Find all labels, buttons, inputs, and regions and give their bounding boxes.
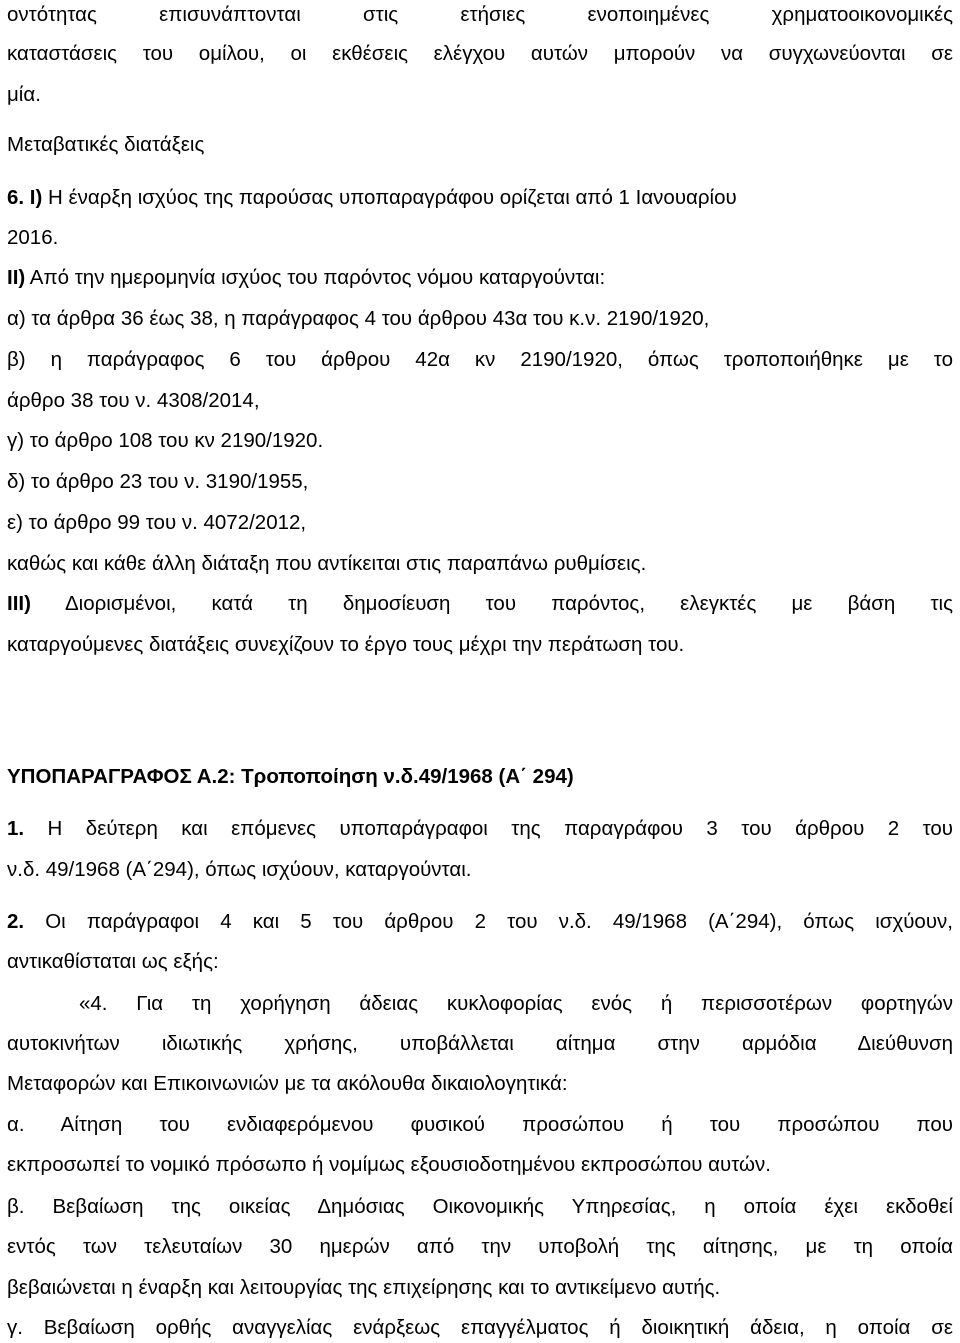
text-line: 6. Ι) Η έναρξη ισχύος της παρούσας υποπαραγράφου ορίζεται από 1 Ιανουαρίου: [7, 186, 737, 209]
text-line: ν.δ. 49/1968 (Α΄294), όπως ισχύουν, καταργούνται.: [7, 858, 472, 881]
text-line: 2016.: [7, 226, 59, 249]
text-line: γ) το άρθρο 108 του κν 2190/1920.: [7, 429, 324, 452]
text-line: αντικαθίσταται ως εξής:: [7, 950, 219, 973]
text-line: μία.: [7, 83, 41, 106]
item-number: 2.: [7, 910, 25, 933]
text-line: εντός των τελευταίων 30 ημερών από την υποβολή της αίτησης, με τη οποία: [7, 1235, 953, 1258]
section-heading: Μεταβατικές διατάξεις: [7, 133, 205, 156]
text-line: α) τα άρθρα 36 έως 38, η παράγραφος 4 του άρθρου 43α του κ.ν. 2190/1920,: [7, 307, 710, 330]
text-line: α. Αίτηση του ενδιαφερόμενου φυσικού προσώπου ή του προσώπου που: [7, 1113, 953, 1136]
text-line: ΙΙΙ) Διορισμένοι, κατά τη δημοσίευση του παρόντος, ελεγκτές με βάση τις: [7, 592, 953, 615]
text-line: β) η παράγραφος 6 του άρθρου 42α κν 2190/1920, όπως τροποποιήθηκε με το: [7, 348, 953, 371]
text-line: «4. Για τη χορήγηση άδειας κυκλοφορίας ενός ή περισσοτέρων φορτηγών: [79, 992, 953, 1015]
text-line: καταργούμενες διατάξεις συνεχίζουν το έργο τους μέχρι την περάτωση του.: [7, 633, 685, 656]
text-line: άρθρο 38 του ν. 4308/2014,: [7, 389, 260, 412]
text-line: εκπροσωπεί το νομικό πρόσωπο ή νομίμως εξουσιοδοτημένου εκπροσώπου αυτών.: [7, 1153, 772, 1176]
item-number: ΙΙΙ): [7, 592, 31, 615]
item-number: 6. Ι): [7, 186, 43, 209]
subsection-heading: ΥΠΟΠΑΡΑΓΡΑΦΟΣ Α.2: Τροποποίηση ν.δ.49/1968 (Α΄ 294): [7, 765, 574, 788]
text-line: Μεταφορών και Επικοινωνιών με τα ακόλουθα δικαιολογητικά:: [7, 1072, 568, 1095]
text-line: β. Βεβαίωση της οικείας Δημόσιας Οικονομικής Υπηρεσίας, η οποία έχει εκδοθεί: [7, 1195, 953, 1218]
text-line: ΙΙ) Από την ημερομηνία ισχύος του παρόντος νόμου καταργούνται:: [7, 266, 606, 289]
item-number: ΙΙ): [7, 266, 26, 289]
text-line: καθώς και κάθε άλλη διάταξη που αντίκειται στις παραπάνω ρυθμίσεις.: [7, 552, 647, 575]
text-line: οντότητας επισυνάπτονται στις ετήσιες ενοποιημένες χρηματοοικονομικές: [7, 3, 953, 26]
text-line: αυτοκινήτων ιδιωτικής χρήσης, υποβάλλεται αίτημα στην αρμόδια Διεύθυνση: [7, 1032, 953, 1055]
text-line: 2. Οι παράγραφοι 4 και 5 του άρθρου 2 του ν.δ. 49/1968 (Α΄294), όπως ισχύουν,: [7, 910, 953, 933]
text-line: δ) το άρθρο 23 του ν. 3190/1955,: [7, 470, 309, 493]
text-line: 1. Η δεύτερη και επόμενες υποπαράγραφοι της παραγράφου 3 του άρθρου 2 του: [7, 817, 953, 840]
text-line: καταστάσεις του ομίλου, οι εκθέσεις ελέγχου αυτών μπορούν να συγχωνεύονται σε: [7, 42, 953, 65]
text-line: γ. Βεβαίωση ορθής αναγγελίας ενάρξεως επαγγέλματος ή διοικητική άδεια, η οποία σε: [7, 1316, 953, 1339]
item-number: 1.: [7, 817, 25, 840]
text-line: βεβαιώνεται η έναρξη και λειτουργίας της επιχείρησης και το αντικείμενο αυτής.: [7, 1276, 721, 1299]
text-line: ε) το άρθρο 99 του ν. 4072/2012,: [7, 511, 307, 534]
